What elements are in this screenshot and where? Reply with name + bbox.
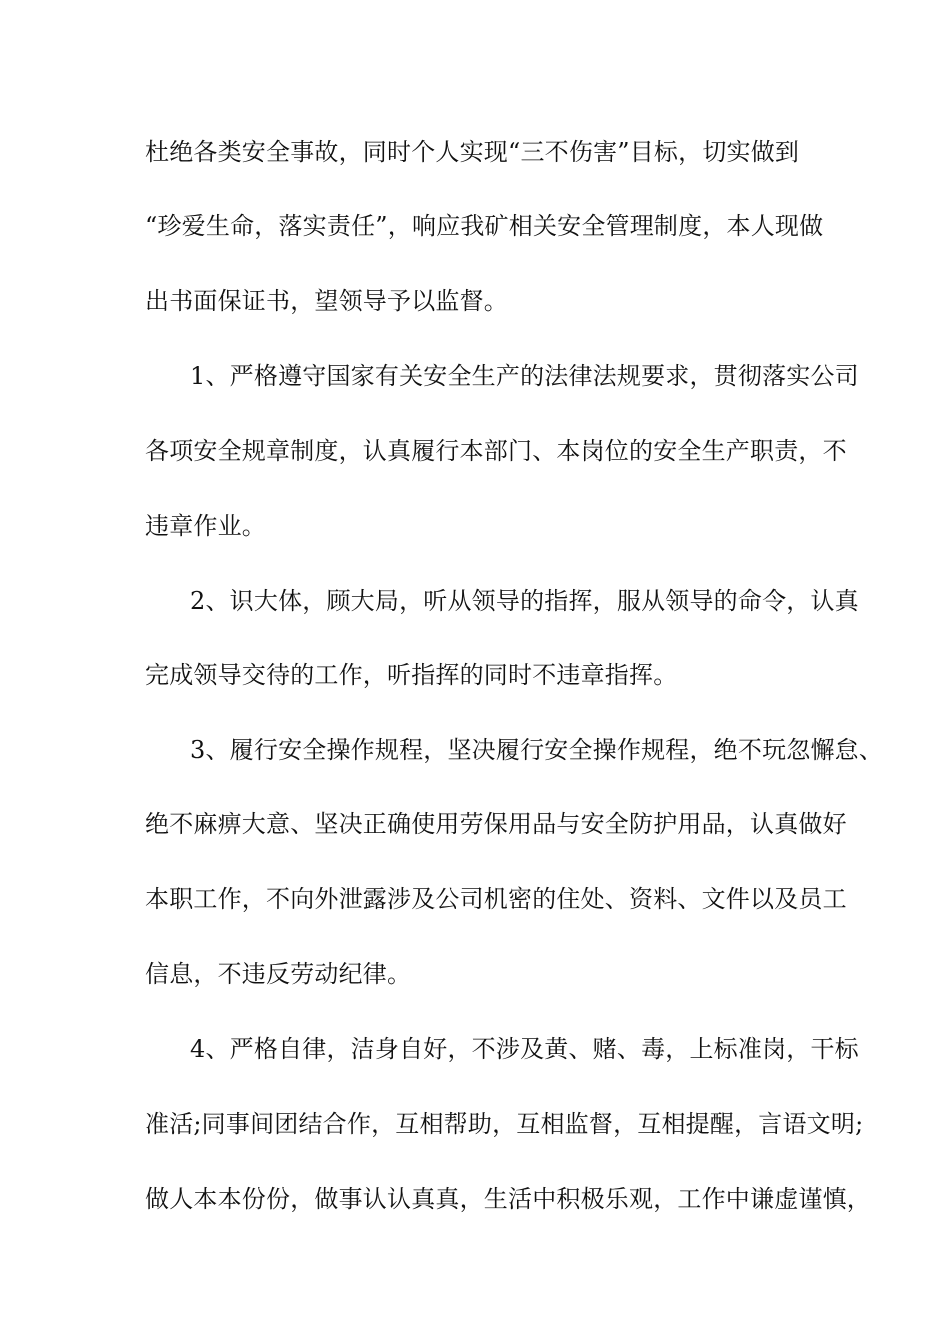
text-line: 出书面保证书，望领导予以监督。 (145, 287, 508, 315)
text-line: 本职工作，不向外泄露涉及公司机密的住处、资料、文件以及员工 (145, 885, 847, 913)
paragraph-4-start: 4、严格自律，洁身自好，不涉及黄、赌、毒，上标准岗，干标 (190, 1035, 859, 1063)
paragraph-1-start: 1、严格遵守国家有关安全生产的法律法规要求，贯彻落实公司 (190, 362, 859, 390)
text-line: 绝不麻痹大意、坚决正确使用劳保用品与安全防护用品，认真做好 (145, 810, 847, 838)
text-line: 各项安全规章制度，认真履行本部门、本岗位的安全生产职责，不 (145, 437, 847, 465)
paragraph-3-start: 3、履行安全操作规程，坚决履行安全操作规程，绝不玩忽懈怠、 (190, 736, 884, 764)
text-line: 信息，不违反劳动纪律。 (145, 960, 412, 988)
text-line: 违章作业。 (145, 512, 266, 540)
text-line: 杜绝各类安全事故，同时个人实现“三不伤害”目标，切实做到 (145, 138, 800, 166)
text-line: 准活;同事间团结合作，互相帮助，互相监督，互相提醒，言语文明; (145, 1110, 864, 1138)
paragraph-2-start: 2、识大体，顾大局，听从领导的指挥，服从领导的命令，认真 (190, 587, 859, 615)
text-line: 做人本本份份，做事认认真真，生活中积极乐观，工作中谦虚谨慎， (145, 1185, 871, 1213)
text-line: “珍爱生命，落实责任”，响应我矿相关安全管理制度，本人现做 (145, 212, 824, 240)
text-line: 完成领导交待的工作，听指挥的同时不违章指挥。 (145, 661, 678, 689)
